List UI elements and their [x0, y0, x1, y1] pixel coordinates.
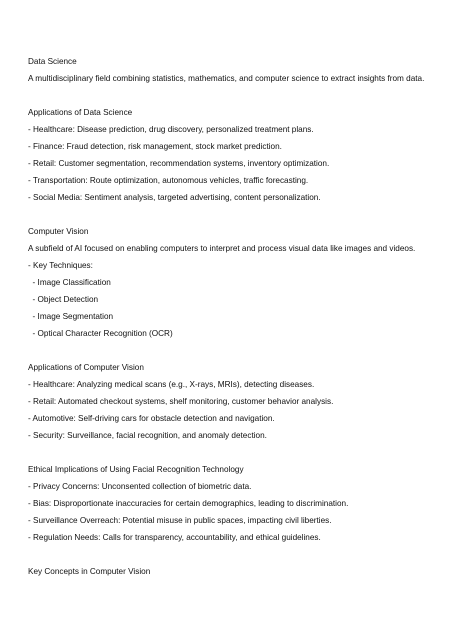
list-item: - Healthcare: Disease prediction, drug discovery, personalized treatment plans. — [28, 125, 314, 134]
spacer — [28, 87, 454, 104]
section-title: Applications of Data Science — [28, 108, 133, 117]
section-title: Ethical Implications of Using Facial Recognition Technology — [28, 465, 244, 474]
list-item: - Image Classification — [28, 278, 111, 287]
list-item: - Retail: Automated checkout systems, shelf monitoring, customer behavior analysis. — [28, 397, 334, 406]
list-item: - Image Segmentation — [28, 312, 114, 321]
paragraph: A multidisciplinary field combining statistics, mathematics, and computer science to extract insights from data. — [28, 74, 425, 83]
paragraph: A subfield of AI focused on enabling computers to interpret and process visual data like images and videos. — [28, 244, 416, 253]
list-item: - Healthcare: Analyzing medical scans (e.g., X-rays, MRIs), detecting diseases. — [28, 380, 315, 389]
list-item: - Bias: Disproportionate inaccuracies for certain demographics, leading to discrimination. — [28, 499, 349, 508]
list-item: - Object Detection — [28, 295, 99, 304]
list-item: - Security: Surveillance, facial recognition, and anomaly detection. — [28, 431, 267, 440]
list-item: - Retail: Customer segmentation, recommendation systems, inventory optimization. — [28, 159, 330, 168]
list-item: - Optical Character Recognition (OCR) — [28, 329, 173, 338]
list-item: - Automotive: Self-driving cars for obstacle detection and navigation. — [28, 414, 275, 423]
section-title: Applications of Computer Vision — [28, 363, 144, 372]
section-title: Computer Vision — [28, 227, 89, 236]
list-item: - Social Media: Sentiment analysis, targeted advertising, content personalization. — [28, 193, 321, 202]
list-item: - Finance: Fraud detection, risk management, stock market prediction. — [28, 142, 282, 151]
section-title: Data Science — [28, 57, 77, 66]
spacer — [28, 206, 454, 223]
document-body — [28, 53, 454, 580]
spacer — [28, 342, 454, 359]
section-title: Key Concepts in Computer Vision — [28, 567, 151, 576]
list-item: - Transportation: Route optimization, autonomous vehicles, traffic forecasting. — [28, 176, 309, 185]
list-item: - Privacy Concerns: Unconsented collection of biometric data. — [28, 482, 252, 491]
list-item: - Regulation Needs: Calls for transparency, accountability, and ethical guidelines. — [28, 533, 321, 542]
spacer — [28, 444, 454, 461]
list-item: - Surveillance Overreach: Potential misuse in public spaces, impacting civil liberties. — [28, 516, 332, 525]
spacer — [28, 546, 454, 563]
list-item: - Key Techniques: — [28, 261, 93, 270]
